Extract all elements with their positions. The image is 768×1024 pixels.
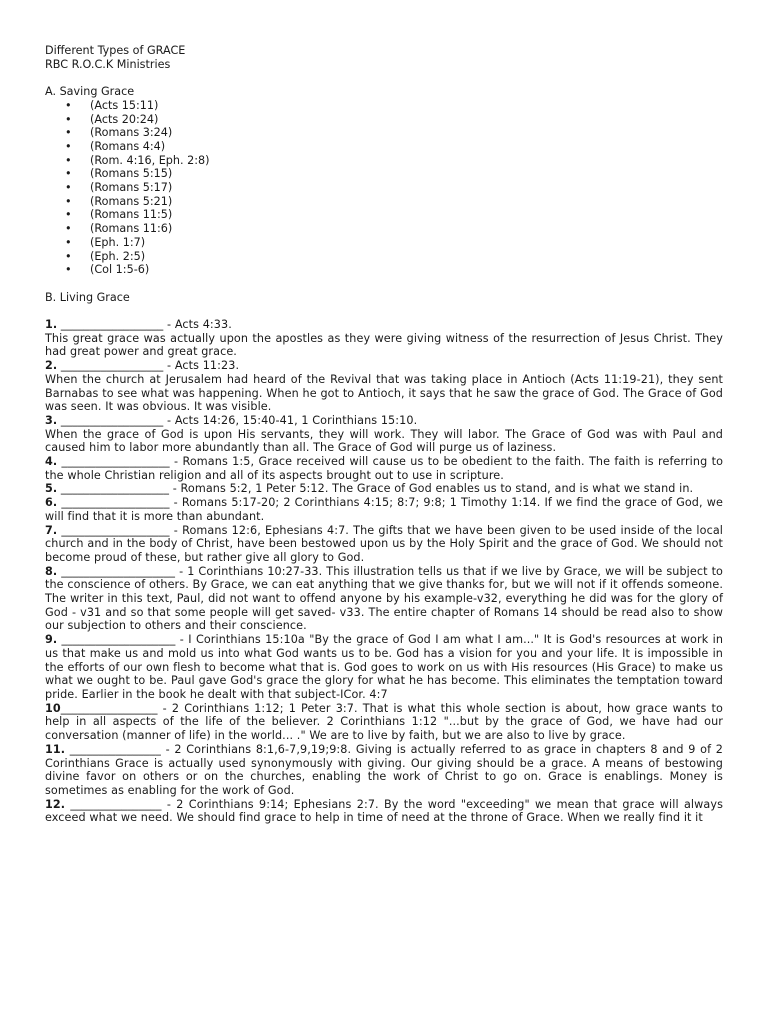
item-reference: - 1 Corinthians 10:27-33. This illustration tells us that if we live by Grace, we will be subject to the conscience of others. By Grace, we can eat anything that we give thanks for, but we will not if it offends someone. The writer in this text, Paul, did not want to offend anyone by his example-v32, everything he did was for the glory of God - v31 and so that some people will get saved- v33. The entire chapter of Romans 14 should be read also to show our subjection to others and their conscience. (45, 564, 724, 633)
item-reference: - Acts 4:33. (163, 318, 232, 332)
saving-grace-ref (45, 195, 723, 209)
document-title: Different Types of GRACE (45, 44, 186, 57)
item-heading (45, 455, 723, 482)
saving-grace-ref (45, 99, 723, 113)
bullet-icon: • (65, 167, 72, 181)
item-number: 6. (45, 496, 58, 510)
item-heading (45, 524, 723, 565)
section-a-heading: A. Saving Grace (45, 85, 135, 99)
ref-text: (Romans 11:5) (90, 208, 173, 222)
section-living-grace (45, 291, 723, 825)
item-heading (45, 496, 723, 523)
ref-text: (Acts 20:24) (90, 112, 159, 126)
item-reference: - Romans 12:6, Ephesians 4:7. The gifts that we have been given to be used inside of the local church and in the body of Christ, have been bestowed upon us by the Holy Spirit and the grace of God. We should not become proud of these, but rather give all glory to God. (45, 523, 724, 564)
ref-text: (Eph. 2:5) (90, 249, 146, 263)
item-number: 8. (45, 564, 58, 578)
item-reference: - Romans 1:5, Grace received will cause us to be obedient to the faith. The faith is referring to the whole Christian religion and all of its aspects brought out to use in scripture. (45, 455, 724, 482)
living-grace-items (45, 318, 723, 825)
answer-blank: ___________________ (57, 482, 170, 496)
document-header (45, 44, 723, 71)
ref-text: (Romans 3:24) (90, 126, 173, 140)
bullet-icon: • (65, 235, 72, 249)
ref-text: (Romans 4:4) (90, 139, 166, 153)
living-grace-item (45, 702, 723, 743)
living-grace-item (45, 455, 723, 482)
item-number: 4. (45, 455, 58, 469)
item-reference: - 2 Corinthians 1:12; 1 Peter 3:7. That is what this whole section is about, how grace wants to help in all aspects of the life of the believer. 2 Corinthians 1:12 "...but by the grace of God, we have had our conversation (manner of life) in the world... ." We are to live by faith, but we are also to live by grace. (45, 701, 723, 743)
item-number: 10 (45, 701, 61, 715)
item-reference: - 2 Corinthians 8:1,6-7,9,19;9:8. Giving is actually referred to as grace in chapters 8 and 9 of 2 Corinthians Grace is actually used synonymously with giving. Our giving should be a grace. A means of bestowing divine favor on others or on the churches, enabling the work of Christ to go on. Grace is enablings. Money is sometimes as enabling for the work of God. (45, 742, 724, 797)
item-heading (45, 743, 723, 798)
ref-text: (Romans 5:21) (90, 194, 173, 208)
saving-grace-ref (45, 126, 723, 140)
saving-grace-ref (45, 113, 723, 127)
item-heading (45, 633, 723, 702)
saving-grace-list (45, 99, 723, 277)
item-reference: - I Corinthians 15:10a "By the grace of God I am what I am..." It is God's resources at work in us that make us and mold us into what God wants us to be. God has a vision for you and your life. It is impossible in the efforts of our own flesh to become what that is. God goes to work on us with His resources (His Grace) to make us what we ought to be. Paul gave God's grace the glory for what he has become. This eliminates the temptation toward pride. Earlier in the book he dealt with that subject-ICor. 4:7 (45, 633, 724, 701)
bullet-icon: • (65, 263, 72, 277)
item-heading (45, 318, 723, 332)
item-reference: - Romans 5:17-20; 2 Corinthians 4:15; 8:7; 9:8; 1 Timothy 1:14. If we find the grace of God, we will find that it is more than abundant. (45, 496, 723, 523)
item-reference: - 2 Corinthians 9:14; Ephesians 2:7. By the word "exceeding" we mean that grace will always exceed what we need. We should find grace to help in time of need at the throne of Grace. When we really find it it (45, 797, 723, 825)
saving-grace-ref (45, 263, 723, 277)
bullet-icon: • (65, 139, 72, 153)
living-grace-item (45, 798, 723, 825)
answer-blank: ____________________ (57, 564, 176, 578)
answer-blank: __________________ (57, 318, 164, 332)
bullet-icon: • (65, 153, 72, 167)
saving-grace-ref (45, 222, 723, 236)
ref-text: (Romans 5:15) (90, 167, 173, 181)
item-description: When the church at Jerusalem had heard of the Revival that was taking place in Antioch (Acts 11:19-21), they sent Barnabas to see what was happening. When he got to Antioch, it says that he saw the grace of God. The Grace of God was seen. It was obvious. It was visible. (45, 372, 723, 414)
bullet-icon: • (65, 98, 72, 112)
living-grace-item (45, 496, 723, 523)
bullet-icon: • (65, 181, 72, 195)
section-b-heading: B. Living Grace (45, 290, 130, 304)
living-grace-item (45, 743, 723, 798)
ref-text: (Rom. 4:16, Eph. 2:8) (90, 153, 210, 167)
living-grace-item (45, 565, 723, 634)
ref-text: (Col 1:5-6) (90, 263, 150, 277)
answer-blank: _________________ (60, 701, 158, 715)
answer-blank: __________________ (57, 413, 164, 427)
item-reference: - Acts 11:23. (163, 359, 240, 373)
item-number: 9. (45, 633, 58, 647)
answer-blank: ________________ (65, 797, 162, 811)
saving-grace-ref (45, 250, 723, 264)
ref-text: (Romans 5:17) (90, 181, 173, 195)
bullet-icon: • (65, 112, 72, 126)
answer-blank: ________________ (65, 742, 161, 756)
answer-blank: __________________ (57, 359, 164, 373)
saving-grace-ref (45, 167, 723, 181)
living-grace-item (45, 359, 723, 414)
living-grace-item (45, 633, 723, 702)
item-number: 11. (45, 742, 66, 756)
saving-grace-ref (45, 181, 723, 195)
bullet-icon: • (65, 126, 72, 140)
answer-blank: ___________________ (57, 523, 170, 537)
ministry-name: RBC R.O.C.K Ministries (45, 57, 171, 71)
item-description: When the grace of God is upon His servants, they will work. They will labor. The Grace of God was with Paul and caused him to labor more abundantly than all. The Grace of God will purge us of laziness. (45, 427, 723, 455)
item-heading (45, 565, 723, 634)
item-heading (45, 482, 723, 496)
living-grace-item (45, 482, 723, 496)
bullet-icon: • (65, 249, 72, 263)
bullet-icon: • (65, 208, 72, 222)
bullet-icon: • (65, 194, 72, 208)
saving-grace-ref (45, 208, 723, 222)
saving-grace-ref (45, 154, 723, 168)
ref-text: (Eph. 1:7) (90, 235, 146, 249)
saving-grace-ref (45, 140, 723, 154)
item-number: 7. (45, 523, 58, 537)
item-number: 12. (45, 797, 66, 811)
item-heading (45, 414, 723, 428)
ref-text: (Acts 15:11) (90, 98, 159, 112)
item-number: 5. (45, 482, 58, 496)
ref-text: (Romans 11:6) (90, 222, 173, 236)
item-heading (45, 702, 723, 743)
item-heading (45, 359, 723, 373)
item-reference: - Acts 14:26, 15:40-41, 1 Corinthians 15:10. (163, 413, 418, 427)
answer-blank: ___________________ (57, 455, 170, 469)
living-grace-item (45, 318, 723, 359)
item-description: This great grace was actually upon the apostles as they were giving witness of the resurrection of Jesus Christ. They had great power and great grace. (45, 331, 723, 359)
item-number: 3. (45, 413, 58, 427)
item-number: 1. (45, 318, 58, 332)
saving-grace-ref (45, 236, 723, 250)
item-number: 2. (45, 359, 58, 373)
section-saving-grace (45, 85, 723, 277)
answer-blank: ____________________ (57, 633, 176, 647)
document-page (45, 44, 723, 825)
item-heading (45, 798, 723, 825)
living-grace-item (45, 524, 723, 565)
answer-blank: ___________________ (57, 496, 170, 510)
item-reference: - Romans 5:2, 1 Peter 5:12. The Grace of God enables us to stand, and is what we stand in. (169, 482, 694, 496)
bullet-icon: • (65, 222, 72, 236)
living-grace-item (45, 414, 723, 455)
